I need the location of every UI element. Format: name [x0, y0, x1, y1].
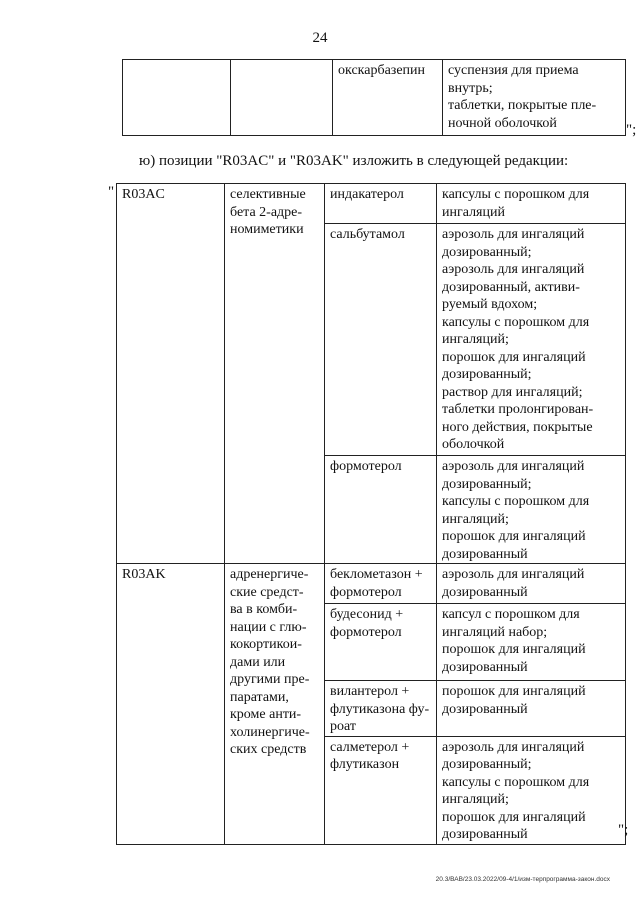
atc-description: [225, 184, 325, 564]
form-line: ингаляций: [442, 204, 505, 220]
footer-filename: 20.3/ВАВ/23.03.2022/09-4/1/изм-терпрограмма-закон.docx: [435, 876, 610, 883]
form-line: дозированный: [442, 546, 528, 562]
dosage-forms: [437, 736, 629, 844]
form-line: раствор для ингаляций;: [442, 384, 583, 400]
form-line: внутрь;: [448, 80, 493, 96]
table-row: [117, 564, 626, 604]
form-line: порошок для ингаляций: [442, 642, 586, 657]
desc-line: кроме анти-: [230, 707, 302, 722]
form-line: дозированный: [442, 659, 528, 675]
form-line: капсулы с порошком для: [442, 774, 590, 790]
dosage-forms: [437, 456, 626, 564]
form-line: капсулы с порошком для: [442, 187, 590, 202]
desc-line: бета 2-адре-: [230, 204, 303, 220]
form-line: аэрозоль для ингаляций: [442, 262, 585, 277]
dosage-forms: [437, 604, 626, 681]
top-table-cell: [231, 60, 333, 136]
atc-code: R03AK: [117, 564, 225, 845]
form-line: дозированный;: [442, 244, 532, 260]
form-line: капсулы с порошком для: [442, 314, 590, 330]
form-line: оболочкой: [442, 437, 505, 452]
drug-name: [325, 456, 437, 564]
form-line: дозированный;: [442, 367, 532, 382]
drug-line: салметерол +: [330, 739, 410, 755]
desc-line: нации с глю-: [230, 619, 307, 635]
drug-name: [325, 681, 437, 737]
instruction-text: ю) позиции "R03AC" и "R03AK" изложить в следующей редакции:: [139, 153, 569, 169]
desc-line: кокортикои-: [230, 637, 302, 652]
page-number: 24: [312, 30, 328, 46]
drug-line: будесонид +: [330, 607, 404, 622]
form-line: ингаляций набор;: [442, 624, 548, 640]
main-close-quote: ";: [618, 822, 629, 838]
form-line: ночной оболочкой: [448, 115, 557, 131]
desc-line: дами или: [230, 654, 286, 670]
top-table-drug: окскарбазепин: [333, 60, 443, 136]
top-close-quote: ";: [626, 122, 637, 138]
form-line: порошок для ингаляций: [442, 809, 586, 825]
table-row: [117, 184, 626, 224]
form-line: суспензия для приема: [448, 63, 579, 78]
desc-line: адренергиче-: [230, 567, 309, 582]
form-line: руемый вдохом;: [442, 297, 538, 312]
form-line: дозированный;: [442, 476, 532, 492]
drug-line: формотерол: [330, 584, 402, 600]
drug-name: [325, 224, 437, 456]
open-quote: ": [108, 184, 115, 200]
desc-line: ские средст-: [230, 584, 304, 600]
drug-line: флутиказон: [330, 757, 400, 772]
drug-name: [325, 736, 437, 844]
drug-line: сальбутамол: [330, 227, 405, 242]
form-line: таблетки, покрытые пле-: [448, 98, 597, 113]
form-line: аэрозоль для ингаляций: [442, 227, 585, 242]
form-line: порошок для ингаляций: [442, 684, 586, 699]
drug-line: вилантерол +: [330, 684, 410, 699]
form-line: дозированный, активи-: [442, 279, 580, 295]
top-table-cell: [123, 60, 231, 136]
dosage-forms: [437, 564, 626, 604]
desc-line: паратами,: [230, 689, 289, 705]
dosage-forms: [437, 184, 626, 224]
form-line: дозированный;: [442, 757, 532, 772]
drug-line: индакатерол: [330, 187, 404, 202]
top-table: [122, 59, 626, 136]
form-line: ингаляций;: [442, 792, 509, 807]
atc-description: [225, 564, 325, 845]
top-table-forms: [443, 60, 626, 136]
dosage-forms: [437, 224, 626, 456]
atc-code: R03AC: [117, 184, 225, 564]
form-line: аэрозоль для ингаляций: [442, 739, 585, 755]
form-line: дозированный: [442, 584, 528, 600]
form-line: дозированный: [442, 701, 528, 717]
form-line: порошок для ингаляций: [442, 529, 586, 544]
form-line: ингаляций;: [442, 511, 509, 527]
desc-line: другими пре-: [230, 672, 310, 687]
form-line: ингаляций;: [442, 332, 509, 347]
drug-line: формотерол: [330, 624, 402, 640]
form-line: порошок для ингаляций: [442, 349, 586, 365]
drug-name: [325, 564, 437, 604]
desc-line: ских средств: [230, 742, 307, 757]
desc-line: селективные: [230, 187, 306, 202]
form-line: дозированный: [442, 827, 528, 842]
form-line: таблетки пролонгирован-: [442, 402, 594, 417]
desc-line: ва в комби-: [230, 602, 298, 617]
drug-line: роат: [330, 719, 356, 734]
desc-line: номиметики: [230, 222, 304, 237]
form-line: капсулы с порошком для: [442, 494, 590, 509]
form-line: аэрозоль для ингаляций: [442, 459, 585, 474]
drug-line: флутиказона фу-: [330, 701, 430, 717]
dosage-forms: [437, 681, 626, 737]
drug-line: формотерол: [330, 459, 402, 474]
form-line: капсул с порошком для: [442, 607, 580, 622]
main-table: [116, 183, 629, 845]
drug-name: [325, 604, 437, 681]
form-line: аэрозоль для ингаляций: [442, 567, 585, 582]
form-line: ного действия, покрытые: [442, 419, 593, 435]
drug-name: [325, 184, 437, 224]
drug-line: беклометазон +: [330, 567, 423, 582]
desc-line: холинергиче-: [230, 724, 310, 740]
